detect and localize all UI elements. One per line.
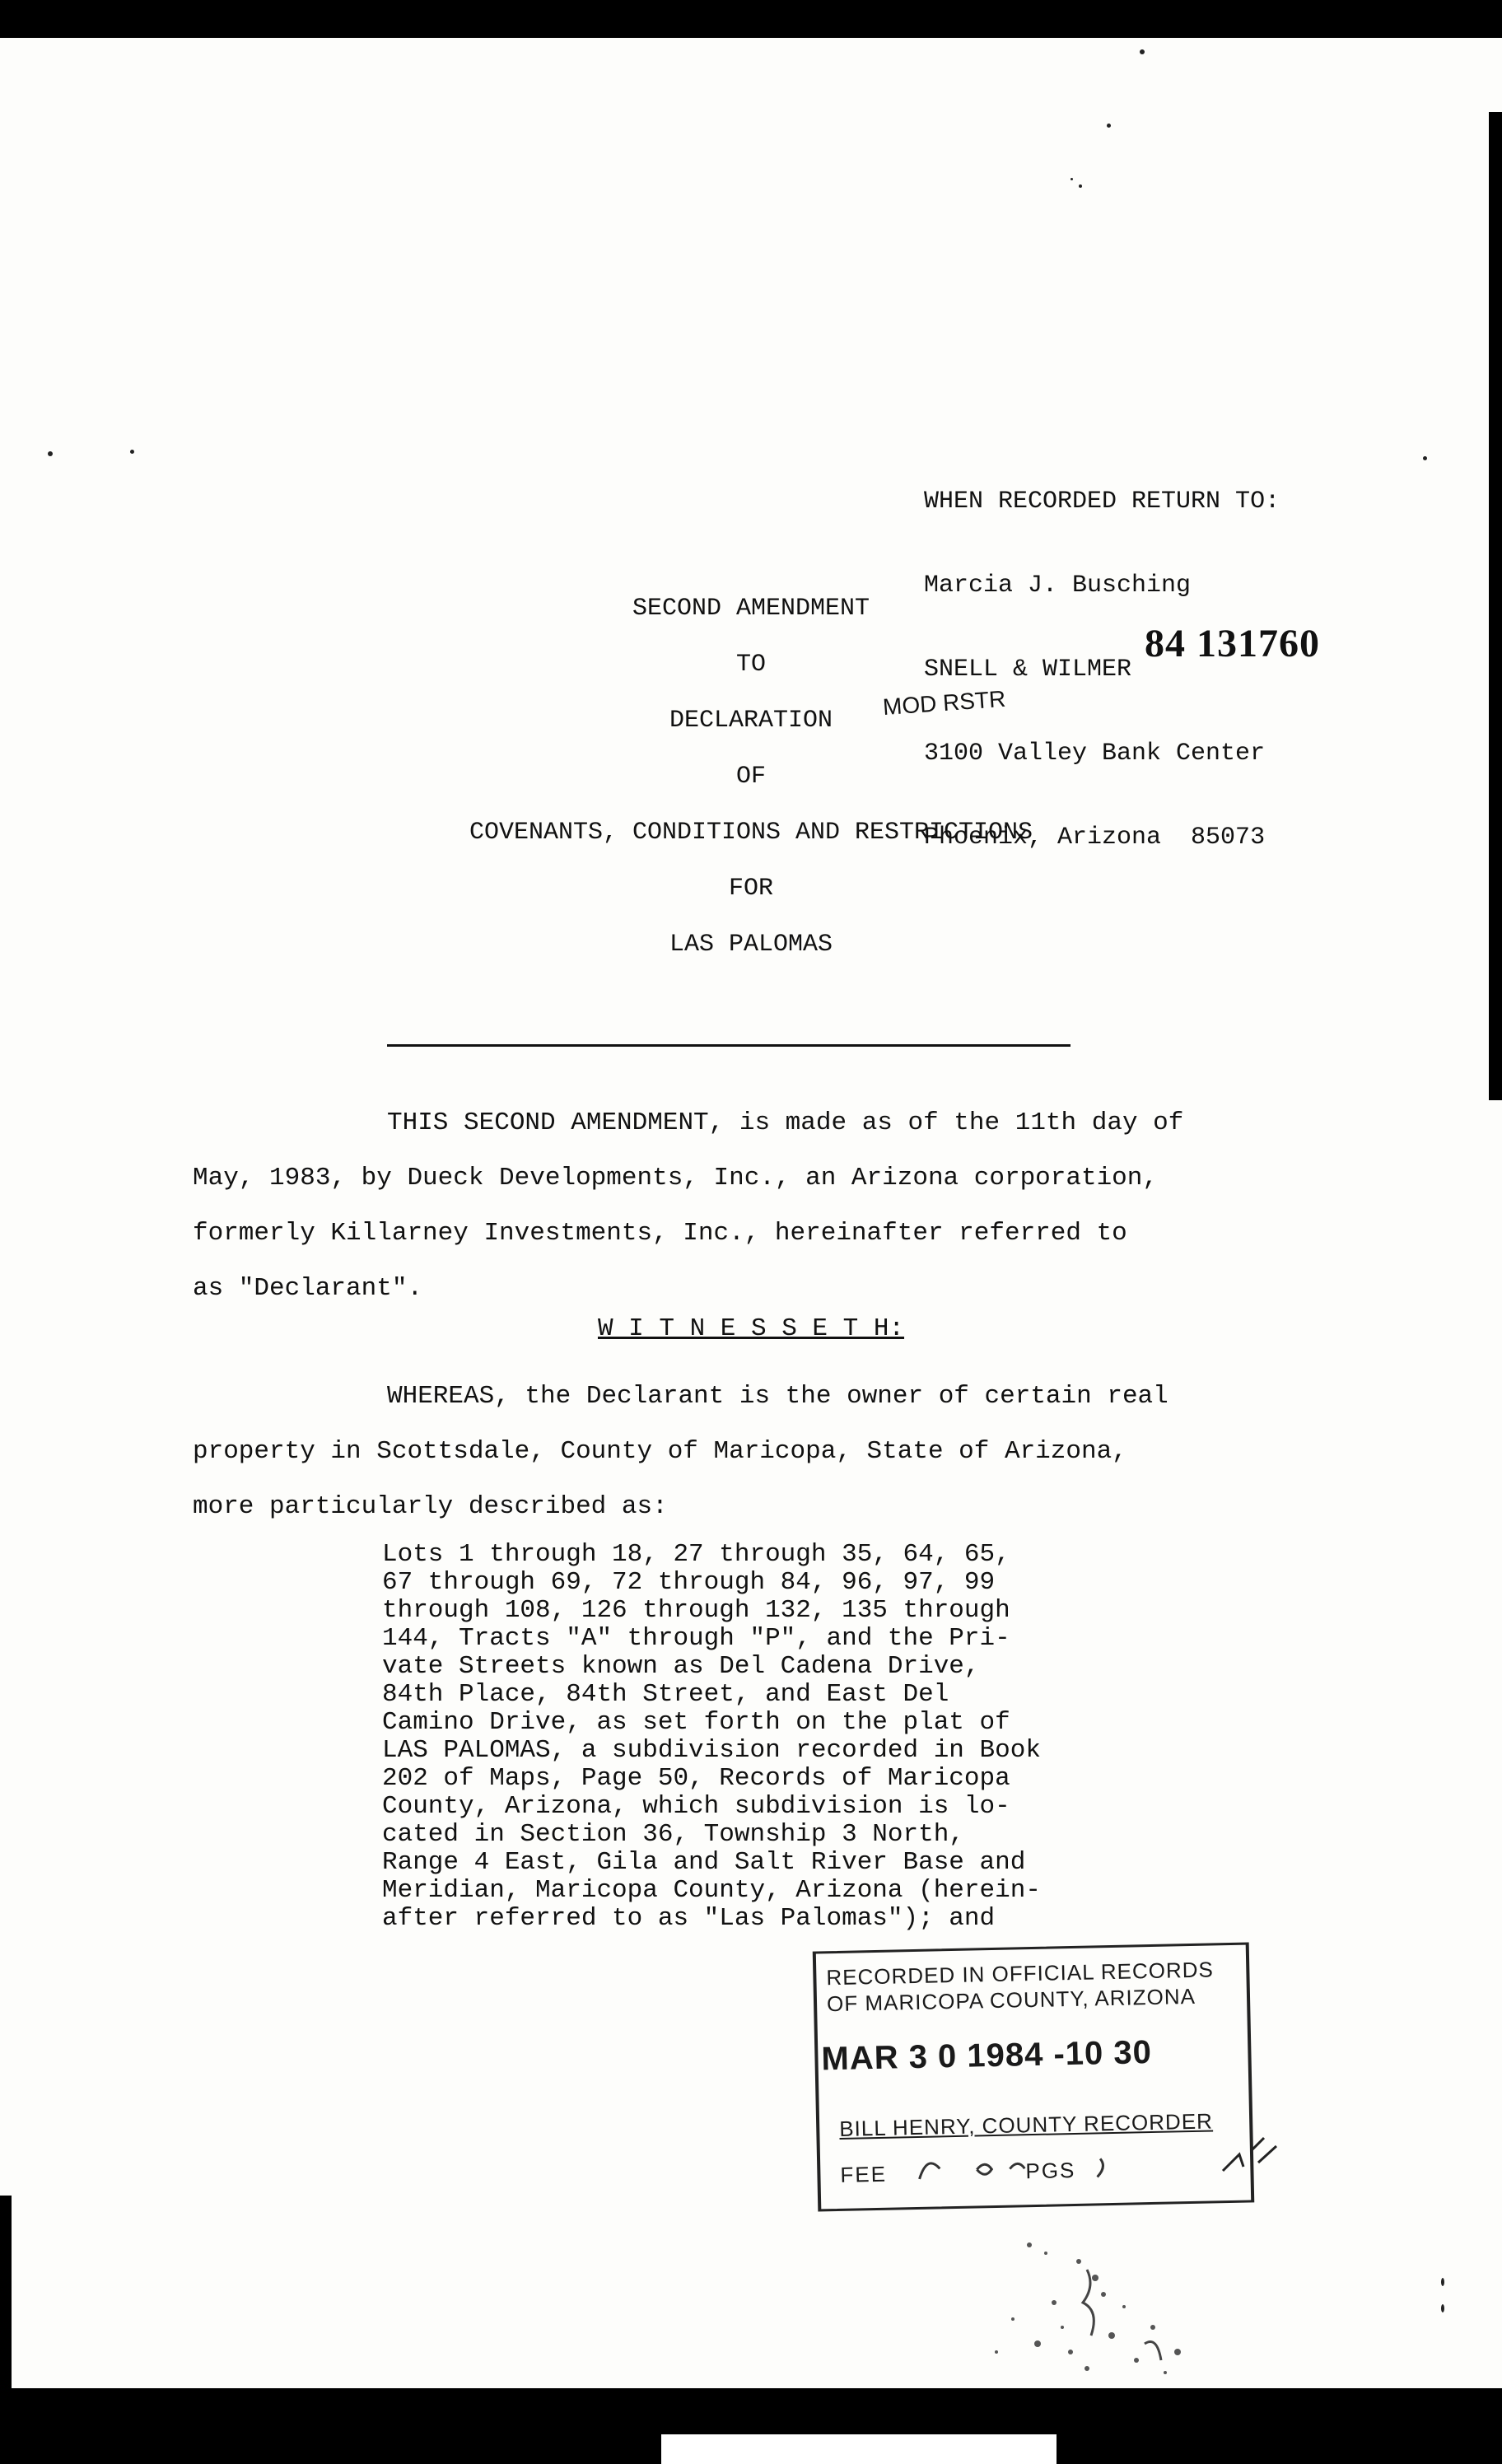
- handwritten-fee-marks: [903, 2142, 1117, 2187]
- intro-line-4: as "Declarant".: [193, 1274, 423, 1303]
- stamp-line-1: RECORDED IN OFFICIAL RECORDS: [826, 1957, 1215, 1990]
- stamp-date-time: MAR 3 0 1984 -10 30: [821, 2033, 1153, 2078]
- lot-line: Camino Drive, as set forth on the plat of: [382, 1708, 1010, 1737]
- title-line-2: TO: [735, 651, 766, 679]
- lot-line: after referred to as "Las Palomas"); and: [382, 1904, 996, 1933]
- document-number: 84 131760: [1145, 622, 1320, 665]
- return-line-1: WHEN RECORDED RETURN TO:: [924, 488, 1280, 516]
- lot-line: vate Streets known as Del Cadena Drive,: [382, 1652, 980, 1681]
- speck: [48, 451, 53, 456]
- return-line-3: SNELL & WILMER: [924, 656, 1132, 684]
- whereas-line-2: property in Scottsdale, County of Maricopa, State of Arizona,: [193, 1437, 1127, 1466]
- lot-line: 84th Place, 84th Street, and East Del: [382, 1680, 949, 1709]
- title-line-7: LAS PALOMAS: [669, 931, 833, 959]
- stamp-fee-label: FEE: [840, 2161, 888, 2187]
- title-line-4: OF: [735, 763, 766, 791]
- stamp-pgs-label: PGS: [1025, 2157, 1076, 2184]
- lot-line: through 108, 126 through 132, 135 through: [382, 1596, 1010, 1625]
- return-line-4: 3100 Valley Bank Center: [924, 740, 1266, 768]
- recording-stamp: [813, 1942, 1255, 2211]
- left-edge-shadow: [0, 2196, 12, 2426]
- title-divider: [387, 1044, 1071, 1047]
- stamp-line-2: OF MARICOPA COUNTY, ARIZONA: [826, 1983, 1196, 2017]
- lot-line: Lots 1 through 18, 27 through 35, 64, 65,: [382, 1540, 1010, 1569]
- lot-line: 144, Tracts "A" through "P", and the Pri-: [382, 1624, 1010, 1653]
- stamp-recorder: BILL HENRY, COUNTY RECORDER: [838, 2108, 1214, 2141]
- right-edge-shadow: [1489, 112, 1502, 1100]
- intro-line-3: formerly Killarney Investments, Inc., hereinafter referred to: [193, 1219, 1127, 1248]
- lot-line: LAS PALOMAS, a subdivision recorded in Book: [382, 1736, 1041, 1765]
- speck: [1071, 178, 1073, 180]
- lot-line: Range 4 East, Gila and Salt River Base and: [382, 1848, 1026, 1877]
- lot-line: cated in Section 36, Township 3 North,: [382, 1820, 964, 1849]
- speck: [130, 450, 134, 454]
- title-line-6: FOR: [728, 875, 773, 903]
- title-line-1: SECOND AMENDMENT: [632, 595, 870, 623]
- whereas-line-1: WHEREAS, the Declarant is the owner of certain real: [387, 1382, 1168, 1411]
- lot-line: 67 through 69, 72 through 84, 96, 97, 99: [382, 1568, 996, 1597]
- whereas-line-3: more particularly described as:: [193, 1492, 668, 1521]
- whereas-paragraph: [193, 1369, 1337, 1534]
- return-line-5: Phoenix, Arizona 85073: [924, 824, 1266, 852]
- title-line-3: DECLARATION: [669, 707, 833, 735]
- intro-line-1: THIS SECOND AMENDMENT, is made as of the 11th day of: [387, 1108, 1184, 1137]
- speck: [1107, 124, 1111, 128]
- speck: [1441, 2278, 1444, 2286]
- intro-paragraph: [193, 1095, 1337, 1316]
- lot-line: County, Arizona, which subdivision is lo-: [382, 1792, 1010, 1821]
- speck: [1441, 2304, 1444, 2312]
- speck: [1140, 49, 1145, 54]
- witnesseth-heading: [0, 1314, 1502, 1343]
- initials-mark: [1219, 2130, 1285, 2179]
- intro-line-2: May, 1983, by Dueck Developments, Inc., an Arizona corporation,: [193, 1164, 1158, 1192]
- title-line-5: COVENANTS, CONDITIONS AND RESTRICTIONS: [469, 819, 1033, 847]
- lot-line: 202 of Maps, Page 50, Records of Maricopa: [382, 1764, 1010, 1793]
- smudge-marks: [980, 2228, 1227, 2385]
- return-line-2: Marcia J. Busching: [924, 572, 1192, 600]
- speck: [1079, 184, 1082, 188]
- witnesseth-text: W I T N E S S E T H:: [597, 1314, 905, 1343]
- handwritten-note: MOD RSTR: [882, 685, 1007, 721]
- lot-description: [382, 1541, 1156, 1933]
- bottom-tab: [659, 2434, 1057, 2464]
- lot-line: Meridian, Maricopa County, Arizona (herein-: [382, 1876, 1041, 1905]
- speck: [1423, 456, 1427, 460]
